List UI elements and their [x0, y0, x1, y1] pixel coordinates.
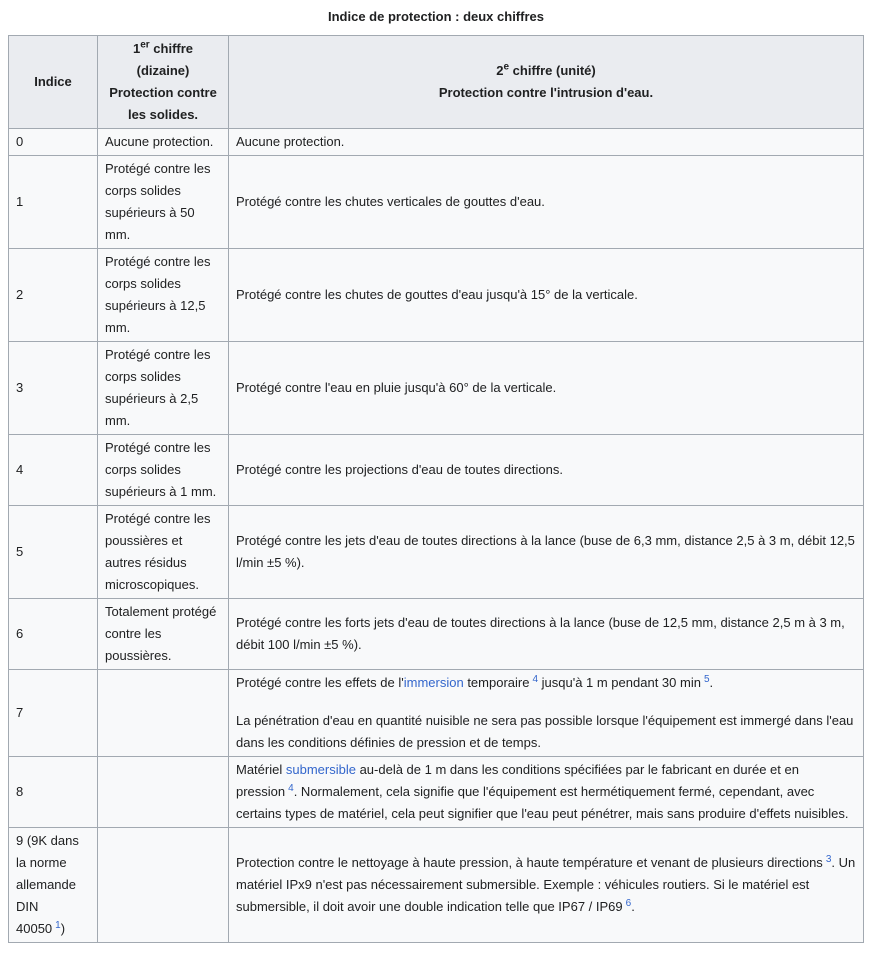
indice-cell	[9, 506, 98, 599]
paragraph	[236, 377, 856, 399]
header-row	[9, 36, 864, 129]
text: Protégé contre les forts jets d'eau de toutes directions à la lance (buse de 12,5 mm, distance 2,5 m à 3 m, débit 100 l/min ±5 %).	[236, 615, 845, 652]
solids-cell	[98, 506, 229, 599]
paragraph	[236, 284, 856, 306]
paragraph	[16, 702, 90, 724]
paragraph	[16, 541, 90, 563]
text: 2	[16, 287, 24, 302]
paragraph	[16, 623, 90, 645]
water-cell	[229, 599, 864, 670]
paragraph	[236, 672, 856, 694]
text: . Un matériel IPx9 n'est pas nécessairement submersible. Exemple : véhicules routiers. Si le matériel est submersible, il doit avoir une double indication telle que IP67 / IP69	[236, 855, 856, 914]
text: .	[709, 675, 714, 690]
text: Aucune protection.	[105, 134, 214, 149]
indice-cell	[9, 156, 98, 249]
solids-cell	[98, 129, 229, 156]
text: Totalement protégé contre les poussières.	[105, 604, 217, 663]
text: Protégé contre les jets d'eau de toutes directions à la lance (buse de 6,3 mm, distance 2,5 à 3 m, débit 12,5 l/min ±5 %).	[236, 533, 855, 570]
wiki-link[interactable]: immersion	[403, 675, 464, 690]
paragraph	[236, 852, 856, 918]
paragraph	[105, 131, 221, 153]
paragraph	[16, 459, 90, 481]
indice-cell	[9, 129, 98, 156]
paragraph	[105, 60, 221, 82]
water-cell	[229, 342, 864, 435]
text: 0	[16, 134, 24, 149]
water-cell	[229, 249, 864, 342]
water-cell	[229, 156, 864, 249]
text: Protégé contre les corps solides supérieurs à 1 mm.	[105, 440, 217, 499]
text: Protection contre l'intrusion d'eau.	[438, 85, 654, 100]
table-row	[9, 599, 864, 670]
header-first-digit	[98, 36, 229, 129]
indice-cell	[9, 670, 98, 757]
table-body	[9, 129, 864, 943]
ip-rating-table	[8, 4, 864, 943]
table-row	[9, 435, 864, 506]
paragraph	[16, 191, 90, 213]
paragraph	[236, 612, 856, 656]
indice-cell	[9, 599, 98, 670]
text: Protégé contre les corps solides supérieurs à 50 mm.	[105, 161, 211, 242]
text: Protégé contre les chutes verticales de gouttes d'eau.	[236, 194, 545, 209]
text: Protégé contre les corps solides supérieurs à 2,5 mm.	[105, 347, 211, 428]
paragraph	[105, 38, 221, 60]
text: 8	[16, 784, 24, 799]
paragraph	[236, 191, 856, 213]
table-row	[9, 249, 864, 342]
text: Protégé contre l'eau en pluie jusqu'à 60° de la verticale.	[236, 380, 557, 395]
text: 7	[16, 705, 24, 720]
ordinal-suffix: er	[140, 39, 150, 51]
header-indice	[9, 36, 98, 129]
text: Protégé contre les chutes de gouttes d'eau jusqu'à 15° de la verticale.	[236, 287, 638, 302]
ordinal-suffix: e	[503, 61, 510, 73]
indice-cell	[9, 435, 98, 506]
paragraph	[105, 158, 221, 246]
paragraph	[105, 601, 221, 667]
reference-link[interactable]: 6	[625, 897, 632, 909]
table-row	[9, 828, 864, 943]
table-row	[9, 129, 864, 156]
text: Protégé contre les corps solides supérieurs à 12,5 mm.	[105, 254, 211, 335]
text: . Normalement, cela signifie que l'équipement est hermétiquement fermé, cependant, avec certains types de matériel, cela peut signifier que l'eau peut pénétrer, mais sans produire d'effets nuisibles.	[236, 784, 849, 821]
text: 5	[16, 544, 24, 559]
text: Matériel	[236, 762, 286, 777]
wiki-link[interactable]: submersible	[285, 762, 356, 777]
text: Indice	[34, 74, 72, 89]
text: au-delà de 1 m dans les conditions spécifiées par le fabricant en durée et en pression	[236, 762, 799, 799]
table-row	[9, 156, 864, 249]
water-cell	[229, 506, 864, 599]
text: 3	[16, 380, 24, 395]
paragraph	[236, 459, 856, 481]
text: temporaire	[463, 675, 530, 690]
water-cell	[229, 670, 864, 757]
paragraph	[105, 508, 221, 596]
paragraph	[16, 781, 90, 803]
table-caption: Indice de protection : deux chiffres	[328, 9, 544, 24]
solids-cell	[98, 435, 229, 506]
text: chiffre (unité)	[509, 63, 596, 78]
reference-link[interactable]: 5	[703, 673, 710, 685]
text: 4	[16, 462, 24, 477]
text: 1	[132, 41, 141, 56]
table-row	[9, 342, 864, 435]
reference-link[interactable]: 3	[825, 853, 832, 865]
text: (dizaine)	[136, 63, 190, 78]
text: Protégé contre les poussières et autres résidus microscopiques.	[105, 511, 211, 592]
solids-cell	[98, 670, 229, 757]
text: chiffre	[149, 41, 194, 56]
header-second-digit	[229, 36, 864, 129]
paragraph	[16, 284, 90, 306]
text: Protection contre les solides.	[109, 85, 217, 122]
paragraph	[16, 830, 90, 940]
water-cell	[229, 435, 864, 506]
water-cell	[229, 757, 864, 828]
indice-cell	[9, 828, 98, 943]
text: Protégé contre les effets de l'	[236, 675, 404, 690]
paragraph	[16, 71, 90, 93]
solids-cell	[98, 249, 229, 342]
paragraph	[236, 131, 856, 153]
table-row	[9, 757, 864, 828]
paragraph	[236, 759, 856, 825]
indice-cell	[9, 757, 98, 828]
paragraph	[105, 437, 221, 503]
text: Protégé contre les projections d'eau de toutes directions.	[236, 462, 563, 477]
paragraph	[16, 377, 90, 399]
text: )	[60, 921, 66, 936]
solids-cell	[98, 757, 229, 828]
text: .	[631, 899, 635, 914]
indice-cell	[9, 342, 98, 435]
text: 2	[496, 63, 504, 78]
table-row	[9, 506, 864, 599]
reference-link[interactable]: 1	[55, 919, 61, 931]
table-row	[9, 670, 864, 757]
solids-cell	[98, 599, 229, 670]
text: La pénétration d'eau en quantité nuisible ne sera pas possible lorsque l'équipement est immergé dans l'eau dans les conditions définies de pression et de temps.	[236, 713, 854, 750]
solids-cell	[98, 828, 229, 943]
solids-cell	[98, 156, 229, 249]
text: 9 (9K dans la norme allemande DIN 40050	[16, 833, 79, 936]
paragraph	[236, 60, 856, 82]
paragraph	[236, 710, 856, 754]
paragraph	[16, 131, 90, 153]
paragraph	[236, 82, 856, 104]
text: Protection contre le nettoyage à haute pression, à haute température et venant de plusieurs directions	[236, 855, 823, 870]
text: jusqu'à 1 m pendant 30 min	[538, 675, 701, 690]
paragraph	[105, 82, 221, 126]
paragraph	[105, 251, 221, 339]
text: Aucune protection.	[236, 134, 345, 149]
water-cell	[229, 129, 864, 156]
paragraph	[236, 530, 856, 574]
paragraph	[105, 344, 221, 432]
indice-cell	[9, 249, 98, 342]
solids-cell	[98, 342, 229, 435]
water-cell	[229, 828, 864, 943]
reference-link[interactable]: 4	[288, 782, 294, 794]
reference-link[interactable]: 4	[532, 673, 539, 685]
text: 1	[16, 194, 24, 209]
text: 6	[16, 626, 24, 641]
